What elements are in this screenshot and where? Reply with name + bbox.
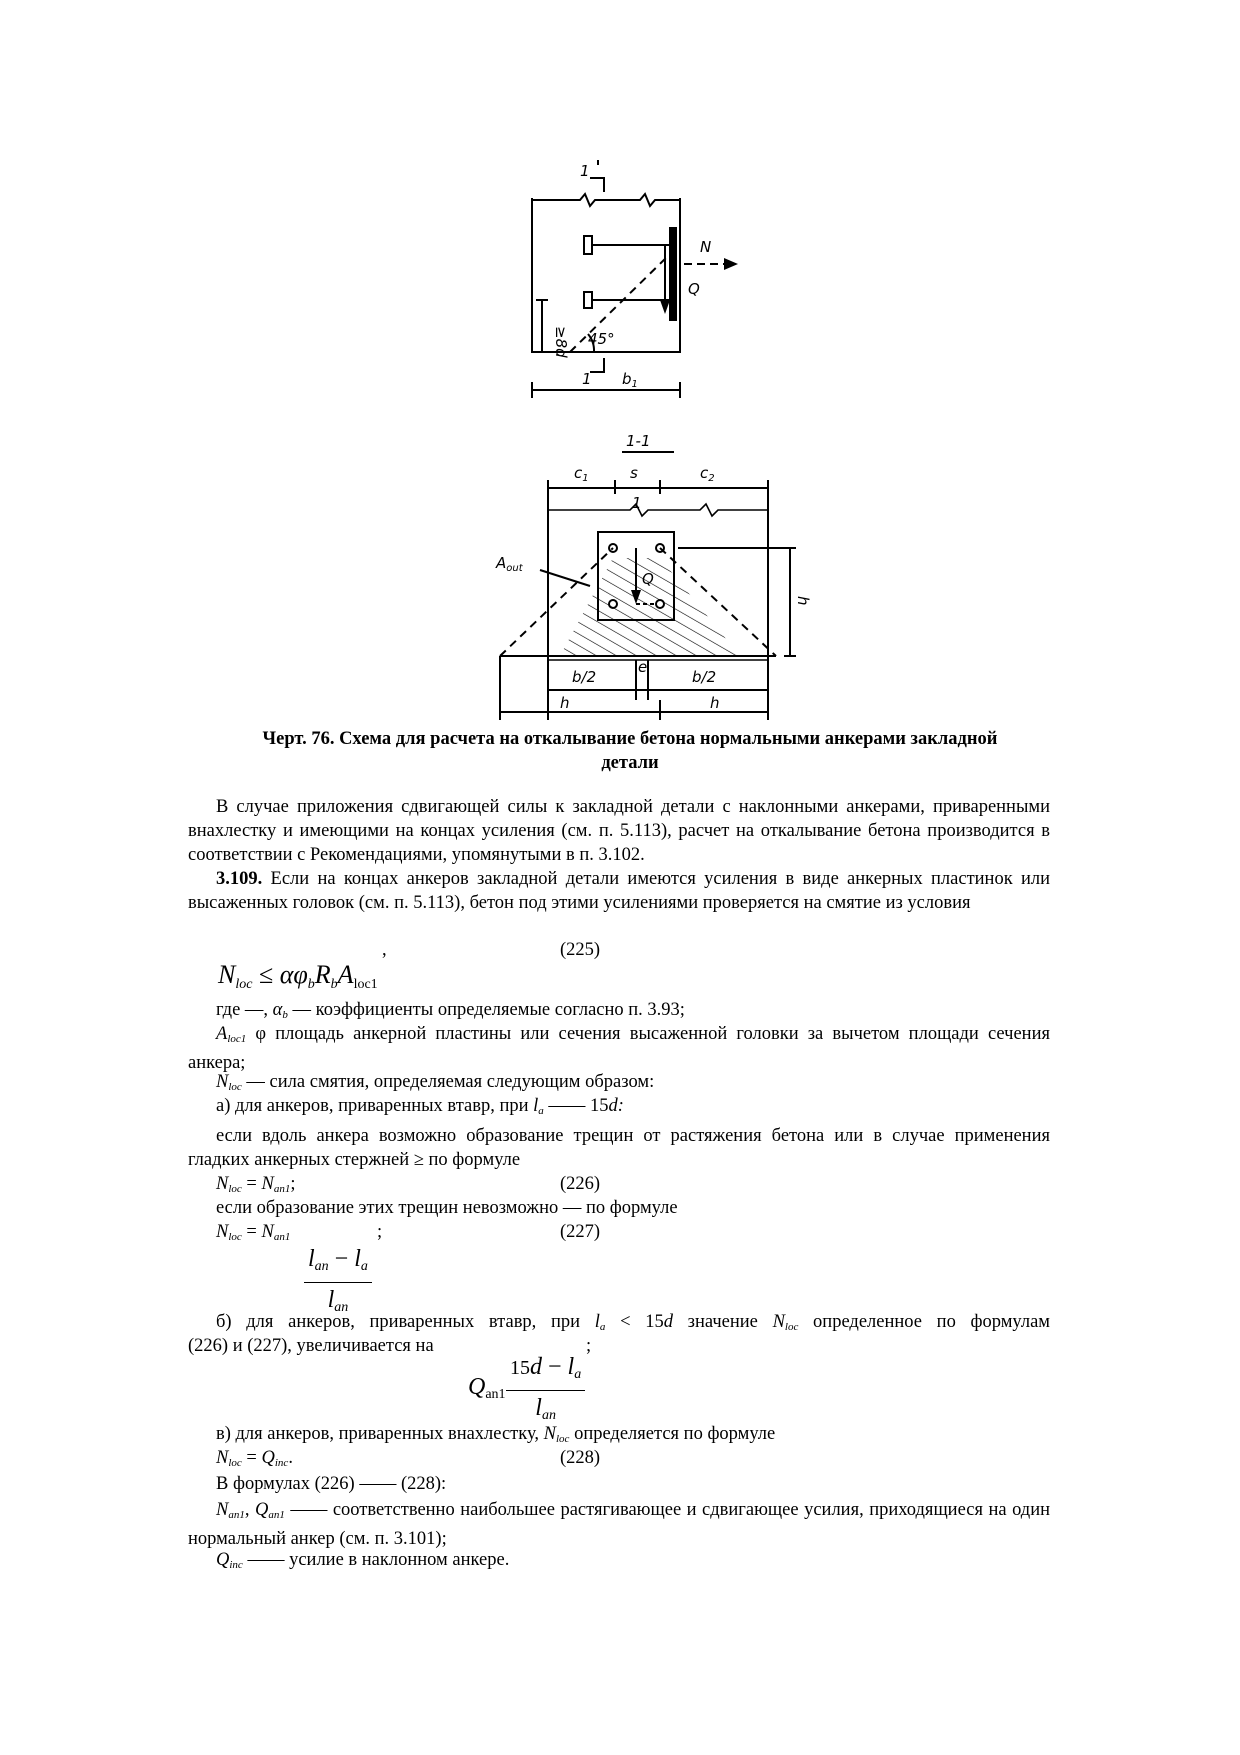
figure-76-diagram (0, 0, 1240, 720)
fig-label-e: e (638, 658, 648, 676)
fig-label-Q: Q (688, 280, 700, 298)
fig-label-b1: $b_1$ (622, 370, 638, 390)
figure-caption (190, 727, 1070, 775)
eq228-number: (228) (560, 1448, 601, 1468)
eq227-semicolon: ; (377, 1222, 383, 1242)
where-coefficients: где —, $\alpha_b$ — коэффициенты определяемые согласно п. 3.93; (216, 1000, 685, 1021)
fig-label-N: N (700, 238, 712, 256)
fig-label-section-title: 1-1 (626, 432, 651, 450)
paragraph-inclined-anchors: В случае приложения сдвигающей силы к закладной детали с наклонными анкерами, приваренными внахлестку и имеющими на концах усиления (см. п. 5.113), расчет на откалывание бетона производится в соответствии с Рекомендациями, упомянутыми в п. 3.102. (188, 797, 1050, 865)
fraction-b-denominator: lan (535, 1395, 556, 1423)
def-qinc: $Q_{inc}$ —— усилие в наклонном анкере. (216, 1550, 510, 1571)
item-b-line-2: (226) и (227), увеличивается на (188, 1336, 434, 1356)
fraction-227-denominator: lan (327, 1287, 349, 1315)
fig-label-b2-left: b/2 (572, 668, 597, 686)
no-cracks-text: если образование этих трещин невозможно — по формуле (216, 1198, 678, 1218)
caption-line-1: Черт. 76. Схема для расчета на откалывание бетона нормальными анкерами закладной (262, 729, 998, 749)
section-mark-bottom (590, 358, 604, 372)
fig-label-section-top: 1 (580, 162, 590, 180)
embedded-plate (670, 228, 676, 320)
block-top-break (532, 194, 680, 206)
fig-label-section-bottom: 1 (582, 370, 592, 388)
fig-label-sec-one: 1 (632, 494, 642, 512)
def-nan-qan: $N_{an1}$, $Q_{an1}$ —— соответственно наибольшее растягивающее и сдвигающее усилия, приходящиеся на один нормальный анкер (см. п. 3.101); (188, 1500, 1051, 1549)
fig-label-8d: ≥8d (552, 326, 570, 358)
formula-b-q: Qan1 (468, 1374, 506, 1402)
fraction-b (506, 1352, 585, 1431)
caption-line-2: детали (601, 753, 659, 773)
clause-text: Если на концах анкеров закладной детали имеются усиления в виде анкерных пластинок или высаженных головок (см. п. 5.113), бетон под этими усилениями проверяется на смятие из условия (188, 869, 1050, 913)
paragraph-cracks: если вдоль анкера возможно образование трещин от растяжения бетона или в случае применения гладких анкерных стержней ≥ по формуле (188, 1126, 1050, 1170)
formula-226: $N_{loc} = N_{an1}$; (216, 1174, 296, 1195)
anchor-head-lower (584, 292, 592, 308)
fig-label-h-left: h (560, 694, 570, 712)
fig-label-q-section: Q (642, 570, 654, 588)
formula-228: $N_{loc} = Q_{inc}$. (216, 1448, 293, 1469)
fig-label-s: s (630, 464, 638, 482)
where-aloc1: $A_{loc1}$ φ площадь анкерной пластины или сечения высаженной головки за вычетом площади сечения анкера; (188, 1024, 1050, 1073)
eq225-comma: , (382, 940, 387, 960)
anchor-head-upper (584, 236, 592, 254)
fig-label-45: 45° (588, 330, 615, 348)
fig-label-h-right: h (794, 596, 812, 606)
clause-number: 3.109. (216, 869, 263, 889)
formula-225: Nloc ≤ αφbRbAloc1 (218, 960, 378, 992)
item-b-semicolon: ; (586, 1336, 592, 1356)
item-b-line-1: б) для анкеров, приваренных втавр, при $l_a < 15d$ значение $N_{loc}$ определенное по формулам (216, 1312, 1051, 1333)
where-nloc: $N_{loc}$ — сила смятия, определяемая следующим образом: (216, 1072, 655, 1093)
fig-label-c1: $c_1$ (574, 464, 589, 484)
fig-label-h-bottom-right: h (710, 694, 720, 712)
fraction-227-numerator: lan − la (304, 1244, 372, 1283)
eq227-number: (227) (560, 1222, 601, 1242)
fig-label-aout: $A_{out}$ (496, 554, 523, 574)
item-c: в) для анкеров, приваренных внахлестку, $N_{loc}$ определяется по формуле (216, 1424, 776, 1445)
fraction-b-numerator: 15d − la (506, 1352, 585, 1391)
formula-227: $N_{loc} = N_{an1}$ (216, 1222, 291, 1243)
fig-label-b2-right: b/2 (692, 668, 717, 686)
in-formulas-text: В формулах (226) —— (228): (216, 1474, 447, 1494)
eq225-number: (225) (560, 940, 601, 960)
paragraph-3-109 (188, 867, 1050, 915)
section-mark-top (590, 178, 604, 192)
eq226-number: (226) (560, 1174, 601, 1194)
fig-label-c2: $c_2$ (700, 464, 715, 484)
item-a: а) для анкеров, приваренных втавр, при $l_a$ —— 15d: (216, 1096, 624, 1117)
